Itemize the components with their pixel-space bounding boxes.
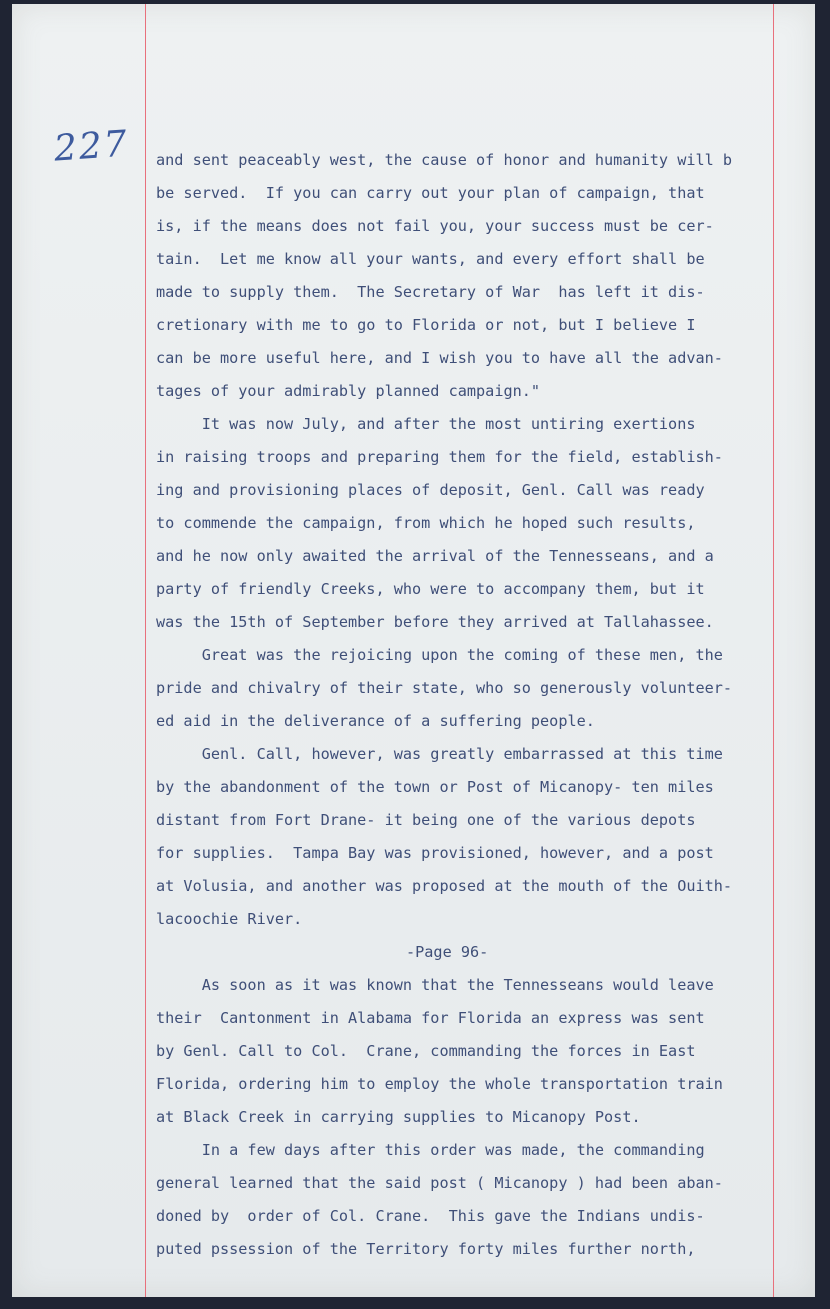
text-line: by the abandonment of the town or Post of Micanopy- ten miles — [156, 778, 714, 796]
text-line: at Black Creek in carrying supplies to Micanopy Post. — [156, 1108, 641, 1126]
text-line: ed aid in the deliverance of a suffering people. — [156, 712, 595, 730]
text-line: to commende the campaign, from which he hoped such results, — [156, 514, 696, 532]
handwritten-page-number: 227 — [52, 123, 131, 170]
text-line: their Cantonment in Alabama for Florida an express was sent — [156, 1009, 705, 1027]
text-line: Florida, ordering him to employ the whole transportation train — [156, 1075, 723, 1093]
typed-page — [12, 4, 815, 1297]
left-margin-rule — [145, 4, 146, 1297]
text-line: can be more useful here, and I wish you to have all the advan- — [156, 349, 723, 367]
text-line: It was now July, and after the most untiring exertions — [156, 415, 696, 433]
text-line: Genl. Call, however, was greatly embarrassed at this time — [156, 745, 723, 763]
typed-text-body — [156, 144, 732, 1266]
page-marker: -Page 96- — [406, 943, 489, 961]
text-line: puted pssession of the Territory forty miles further north, — [156, 1240, 696, 1258]
text-line: doned by order of Col. Crane. This gave the Indians undis- — [156, 1207, 705, 1225]
text-line: Great was the rejoicing upon the coming of these men, the — [156, 646, 723, 664]
text-line: ing and provisioning places of deposit, Genl. Call was ready — [156, 481, 705, 499]
text-line: by Genl. Call to Col. Crane, commanding the forces in East — [156, 1042, 696, 1060]
text-line: for supplies. Tampa Bay was provisioned, however, and a post — [156, 844, 714, 862]
text-line: at Volusia, and another was proposed at the mouth of the Ouith- — [156, 877, 733, 895]
text-line: general learned that the said post ( Micanopy ) had been aban- — [156, 1174, 723, 1192]
right-margin-rule — [773, 4, 774, 1297]
text-line: tages of your admirably planned campaign." — [156, 382, 541, 400]
text-line: tain. Let me know all your wants, and every effort shall be — [156, 250, 705, 268]
text-line: party of friendly Creeks, who were to accompany them, but it — [156, 580, 705, 598]
text-line: was the 15th of September before they arrived at Tallahassee. — [156, 613, 714, 631]
text-line: As soon as it was known that the Tennesseans would leave — [156, 976, 714, 994]
text-line: made to supply them. The Secretary of War has left it dis- — [156, 283, 705, 301]
text-line: be served. If you can carry out your plan of campaign, that — [156, 184, 705, 202]
text-line: and he now only awaited the arrival of the Tennesseans, and a — [156, 547, 714, 565]
text-line: and sent peaceably west, the cause of honor and humanity will b — [156, 151, 733, 169]
text-line: pride and chivalry of their state, who so generously volunteer- — [156, 679, 733, 697]
text-line: is, if the means does not fail you, your success must be cer- — [156, 217, 714, 235]
text-line: cretionary with me to go to Florida or not, but I believe I — [156, 316, 696, 334]
text-line: In a few days after this order was made, the commanding — [156, 1141, 705, 1159]
text-line: lacoochie River. — [156, 910, 303, 928]
text-line: distant from Fort Drane- it being one of the various depots — [156, 811, 696, 829]
text-line: in raising troops and preparing them for the field, establish- — [156, 448, 723, 466]
